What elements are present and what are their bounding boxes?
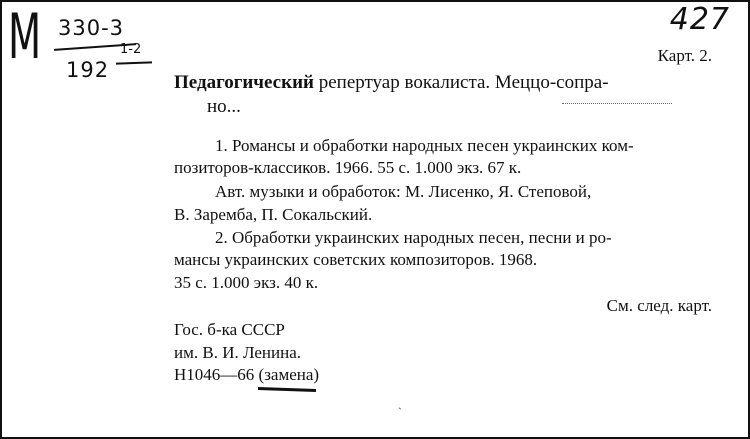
continuation-note: См. след. карт. [606,296,712,315]
catalog-letter: М [8,0,42,73]
classmark-sup-underline [116,61,152,64]
title-rest: репертуар вокалиста. Меццо-сопра- [318,72,609,93]
title-line-1 [174,72,609,94]
library-line-1: Гос. б-ка СССР [174,320,285,339]
ink-underline-mark [258,387,316,392]
card-number: Карт. 2. [657,46,712,65]
smudge-mark [562,103,672,104]
title-bold-word: Педагогический [174,72,314,93]
entry-line-2: позиторов-классиков. 1966. 55 с. 1.000 экз. 67 к. [174,158,522,177]
entry-line-6: мансы украинских советских композиторов. 1968. [174,250,538,269]
library-line-2: им. В. И. Ленина. [174,343,302,362]
classmark-superscript: 1-2 [120,42,142,57]
stray-mark: ˏ [398,396,402,410]
library-line-3: Н1046—66 (замена) [174,365,320,384]
entry-line-3: Авт. музыки и обработок: М. Лисенко, Я. Степовой, [215,182,592,201]
corner-number: 427 [669,2,730,37]
entry-line-7: 35 с. 1.000 экз. 40 к. [174,273,319,292]
entry-line-1: 1. Романсы и обработки народных песен украинских ком- [215,136,634,155]
title-line-2: но... [207,96,241,117]
entry-line-5: 2. Обработки украинских народных песен, песни и ро- [215,228,612,247]
entry-line-4: В. Заремба, П. Сокальский. [174,205,373,224]
classmark-top: 330-3 [58,16,125,40]
classmark-bottom: 192 [66,58,110,82]
